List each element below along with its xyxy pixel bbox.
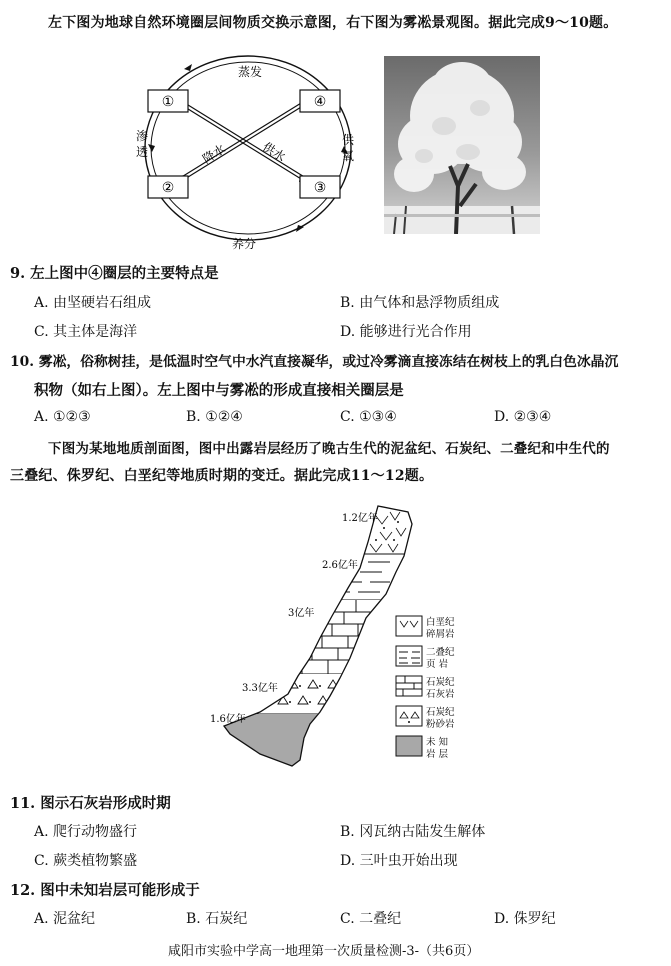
svg-text:石灰岩: 石灰岩 — [426, 689, 455, 700]
box-1 — [148, 90, 188, 112]
legend — [396, 616, 455, 760]
age-label-1: 1.2亿年 — [342, 513, 378, 524]
box-2 — [148, 176, 188, 198]
legend-permian-shale — [396, 646, 455, 670]
q12-option-c[interactable]: C. 二叠纪 — [340, 911, 402, 927]
q9-option-c[interactable]: C. 其主体是海洋 — [34, 324, 138, 340]
q9-option-a[interactable]: A. 由坚硬岩石组成 — [34, 295, 152, 311]
q9-option-b[interactable]: B. 由气体和悬浮物质组成 — [340, 295, 500, 311]
q11-option-c[interactable]: C. 蕨类植物繁盛 — [34, 853, 138, 869]
cycle-circle-inner — [151, 62, 345, 234]
sphere-exchange-diagram — [128, 42, 368, 252]
label-evaporation: 蒸发 — [237, 65, 263, 79]
q12-option-a[interactable]: A. 泥盆纪 — [34, 911, 96, 927]
page-footer: 咸阳市实验中学高一地理第一次质量检测-3-（共6页） — [168, 944, 480, 959]
q12-option-d[interactable]: D. 侏罗纪 — [494, 911, 556, 927]
legend-unknown-layer — [396, 736, 449, 760]
q11-option-b[interactable]: B. 冈瓦纳古陆发生解体 — [340, 824, 486, 840]
rime-landscape-photo — [384, 56, 540, 234]
q10-option-a[interactable]: A. ①②③ — [34, 409, 91, 425]
label-water-supply: 供水 — [260, 139, 288, 165]
geologic-section-diagram — [200, 498, 490, 780]
intro-9-10: 左下图为地球自然环境圈层间物质交换示意图，右下图为雾凇景观图。据此完成9～10题。 — [48, 15, 618, 31]
label-infiltration-1: 渗 — [136, 129, 149, 143]
svg-text:页 岩: 页 岩 — [426, 659, 449, 670]
svg-text:白垩纪: 白垩纪 — [426, 617, 455, 628]
svg-text:石炭纪: 石炭纪 — [426, 677, 455, 688]
q11-option-a[interactable]: A. 爬行动物盛行 — [34, 824, 138, 840]
q10-option-c[interactable]: C. ①③④ — [340, 409, 397, 425]
question-12-stem: 12. 图中未知岩层可能形成于 — [10, 882, 200, 899]
svg-text:③: ③ — [313, 180, 327, 196]
intro-11-12-line1: 下图为某地地质剖面图，图中出露岩层经历了晚古生代的泥盆纪、石炭纪、二叠纪和中生代的 — [48, 441, 610, 457]
svg-text:④: ④ — [313, 94, 327, 110]
svg-text:①: ① — [161, 94, 175, 110]
svg-text:石炭纪: 石炭纪 — [426, 707, 455, 718]
age-label-2: 2.6亿年 — [322, 560, 358, 571]
question-11-stem: 11. 图示石灰岩形成时期 — [10, 795, 171, 812]
question-10-stem-line1: 10. 雾凇，俗称树挂，是低温时空气中水汽直接凝华，或过冷雾滴直接冻结在树枝上的乳白色冰晶沉 — [10, 354, 619, 370]
svg-text:碎屑岩: 碎屑岩 — [426, 629, 455, 640]
legend-carboniferous-siltstone — [396, 706, 455, 730]
label-oxygen-2: 氧 — [342, 149, 355, 163]
svg-text:未 知: 未 知 — [426, 737, 449, 748]
box-3 — [300, 176, 340, 198]
q10-option-b[interactable]: B. ①②④ — [186, 409, 243, 425]
label-oxygen-1: 供 — [342, 133, 355, 147]
svg-text:二叠纪: 二叠纪 — [426, 647, 455, 658]
legend-carboniferous-limestone — [396, 676, 455, 700]
box-4 — [300, 90, 340, 112]
question-10-stem-line2: 积物（如右上图）。左上图中与雾凇的形成直接相关圈层是 — [34, 382, 404, 399]
age-label-4: 3.3亿年 — [242, 683, 278, 694]
svg-text:②: ② — [161, 180, 175, 196]
label-precipitation: 降水 — [200, 141, 228, 167]
age-label-3: 3亿年 — [288, 608, 315, 619]
legend-cretaceous-clastic — [396, 616, 455, 640]
svg-text:粉砂岩: 粉砂岩 — [426, 719, 455, 730]
label-infiltration-2: 透 — [136, 145, 149, 159]
cycle-circle — [145, 56, 351, 240]
label-nutrient: 养分 — [231, 237, 257, 251]
q10-option-d[interactable]: D. ②③④ — [494, 409, 552, 425]
q9-option-d[interactable]: D. 能够进行光合作用 — [340, 324, 472, 340]
q12-option-b[interactable]: B. 石炭纪 — [186, 911, 248, 927]
question-9-stem: 9. 左上图中④圈层的主要特点是 — [10, 265, 219, 282]
age-label-5: 1.6亿年 — [210, 714, 246, 725]
svg-text:岩 层: 岩 层 — [426, 749, 449, 760]
q11-option-d[interactable]: D. 三叶虫开始出现 — [340, 853, 458, 869]
intro-11-12-line2: 三叠纪、侏罗纪、白垩纪等地质时期的变迁。据此完成11～12题。 — [10, 468, 434, 484]
